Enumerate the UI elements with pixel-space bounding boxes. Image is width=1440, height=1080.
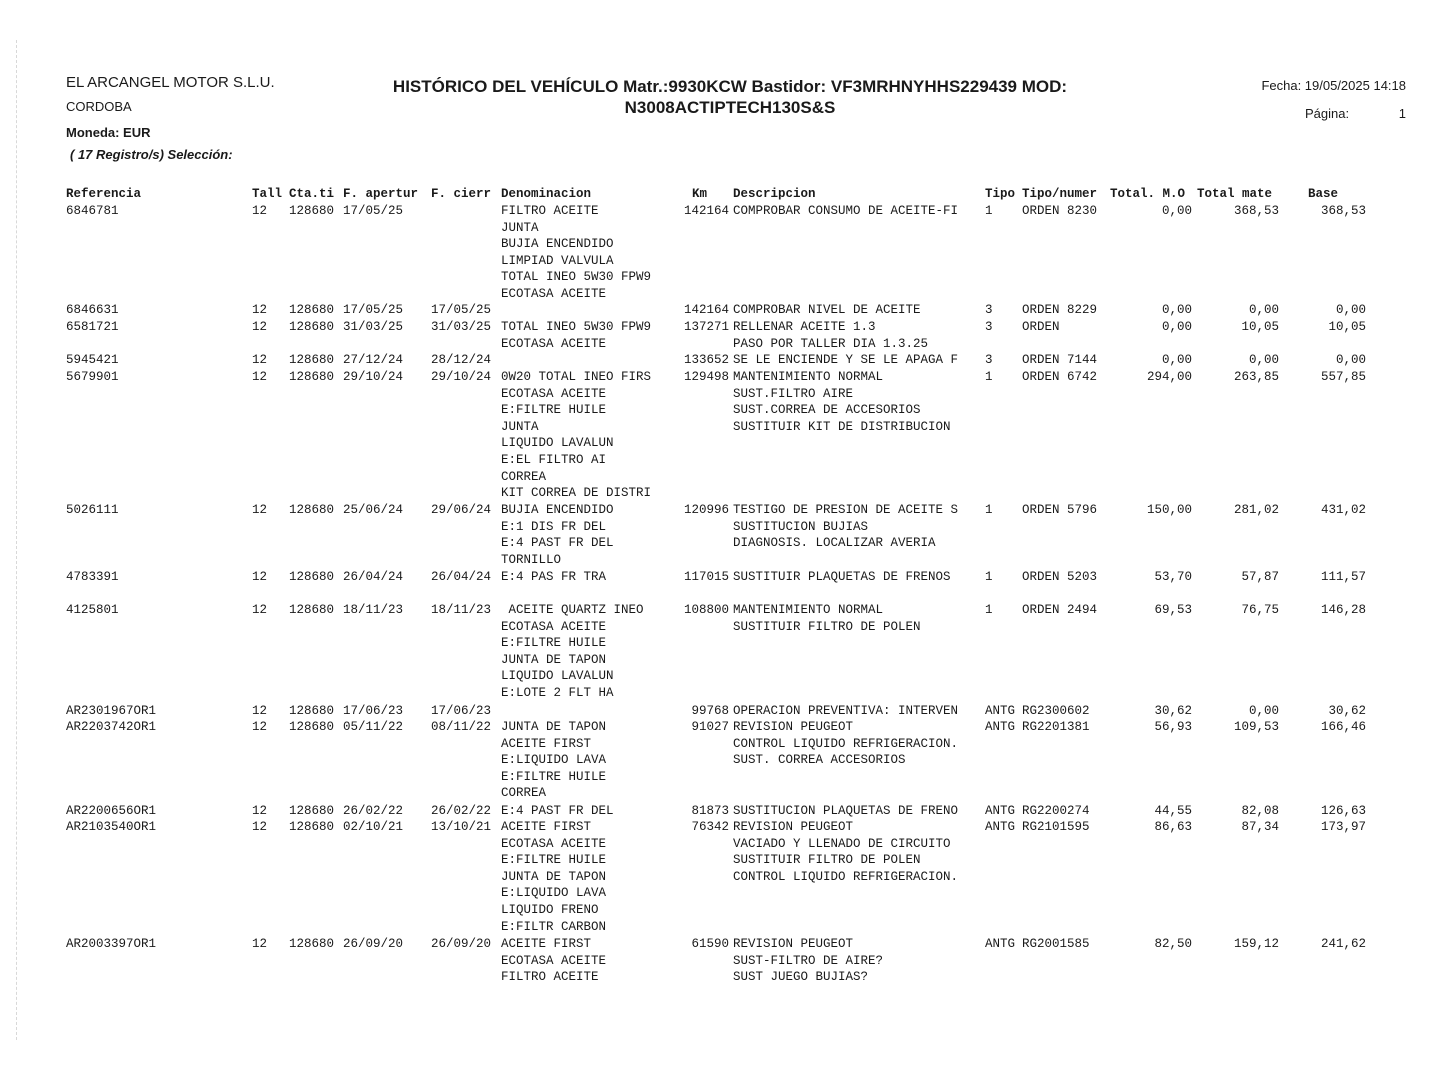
cell-denominacion-line: TOTAL INEO 5W30 FPW9	[501, 270, 652, 285]
cell-base: 0,00	[1335, 303, 1366, 317]
cell-referencia: 5945421	[66, 353, 119, 367]
cell-tipo-numero: RG2001585	[1022, 937, 1090, 951]
cell-total-materiales: 0,00	[1248, 704, 1279, 718]
cell-denominacion-line: ECOTASA ACEITE	[501, 619, 607, 634]
cell-referencia: AR2200656OR1	[66, 804, 157, 818]
cell-descripcion-line: CONTROL LIQUIDO REFRIGERACION.	[733, 736, 959, 751]
cell-denominacion-line: ECOTASA ACEITE	[501, 287, 607, 301]
cell-tipo-numero: ORDEN 8230	[1022, 204, 1098, 218]
cell-total-materiales: 87,34	[1241, 820, 1279, 834]
cell-total-mo: 30,62	[1154, 704, 1192, 718]
cell-base: 10,05	[1328, 320, 1366, 334]
page-number: 1	[1398, 106, 1406, 121]
cell-referencia: 4125801	[66, 603, 119, 617]
cell-total-materiales: 57,87	[1241, 570, 1279, 584]
cell-denominacion-line: KIT CORREA DE DISTRI	[501, 486, 652, 501]
cell-descripcion-line: SE LE ENCIENDE Y SE LE APAGA F	[733, 353, 959, 367]
cell-fecha-cierre: 18/11/23	[431, 603, 492, 617]
cell-total-mo: 0,00	[1161, 353, 1192, 367]
cell-base: 111,57	[1320, 570, 1366, 584]
cell-cuenta: 128680	[289, 704, 335, 718]
cell-total-mo: 86,63	[1154, 820, 1192, 834]
cell-fecha-apertura: 17/06/23	[343, 704, 404, 718]
cell-descripcion-line: OPERACION PREVENTIVA: INTERVEN	[733, 704, 959, 718]
cell-tipo: ANTG	[985, 820, 1016, 834]
cell-total-mo: 0,00	[1161, 303, 1192, 317]
cell-descripcion-line: SUSTITUCION BUJIAS	[733, 519, 869, 534]
cell-total-mo: 53,70	[1154, 570, 1192, 584]
cell-total-mo: 294,00	[1146, 370, 1192, 384]
col-header-total-materiales: Total mate	[1197, 187, 1273, 201]
cell-descripcion-line: COMPROBAR CONSUMO DE ACEITE-FI	[733, 204, 959, 218]
cell-tipo: ANTG	[985, 704, 1016, 718]
cell-taller: 12	[252, 820, 268, 834]
cell-denominacion-line: ECOTASA ACEITE	[501, 336, 607, 351]
cell-base: 0,00	[1335, 353, 1366, 367]
cell-fecha-apertura: 29/10/24	[343, 370, 404, 384]
cell-descripcion-line: SUST.CORREA DE ACCESORIOS	[733, 403, 921, 418]
cell-referencia: AR2003397OR1	[66, 937, 157, 951]
cell-tipo: 1	[985, 603, 993, 617]
cell-tipo-numero: ORDEN 7144	[1022, 353, 1098, 367]
cell-denominacion-line: E:4 PAST FR DEL	[501, 536, 614, 551]
cell-total-materiales: 0,00	[1248, 353, 1279, 367]
cell-denominacion-line: CORREA	[501, 469, 547, 484]
cell-tipo-numero: RG2200274	[1022, 804, 1090, 818]
cell-descripcion-line: REVISION PEUGEOT	[733, 720, 854, 734]
cell-fecha-apertura: 26/02/22	[343, 804, 404, 818]
cell-total-mo: 0,00	[1161, 320, 1192, 334]
cell-descripcion-line: SUST JUEGO BUJIAS?	[733, 970, 869, 985]
cell-descripcion-line: SUST. CORREA ACCESORIOS	[733, 753, 906, 768]
cell-total-mo: 44,55	[1154, 804, 1192, 818]
cell-tipo-numero: ORDEN 6742	[1022, 370, 1098, 384]
cell-total-mo: 0,00	[1161, 204, 1192, 218]
cell-denominacion-line: JUNTA	[501, 419, 539, 434]
cell-descripcion-line: SUST.FILTRO AIRE	[733, 386, 854, 401]
cell-taller: 12	[252, 204, 268, 218]
cell-denominacion-line: TORNILLO	[501, 552, 562, 567]
col-header-base: Base	[1308, 187, 1339, 201]
cell-descripcion-line: CONTROL LIQUIDO REFRIGERACION.	[733, 869, 959, 884]
cell-taller: 12	[252, 570, 268, 584]
cell-denominacion-line: E:FILTR CARBON	[501, 919, 607, 934]
cell-tipo-numero: ORDEN	[1022, 320, 1060, 334]
cell-total-mo: 69,53	[1154, 603, 1192, 617]
cell-descripcion-line: MANTENIMIENTO NORMAL	[733, 370, 884, 384]
col-header-tipo-numero: Tipo/numer	[1022, 187, 1098, 201]
cell-fecha-cierre: 29/10/24	[431, 370, 492, 384]
cell-fecha-apertura: 25/06/24	[343, 503, 404, 517]
cell-tipo: 1	[985, 204, 993, 218]
cell-denominacion-line: LIQUIDO LAVALUN	[501, 669, 614, 684]
cell-denominacion-line: ACEITE FIRST	[501, 937, 592, 951]
cell-descripcion-line: PASO POR TALLER DIA 1.3.25	[733, 336, 929, 351]
cell-fecha-cierre: 26/09/20	[431, 937, 492, 951]
cell-cuenta: 128680	[289, 937, 335, 951]
cell-taller: 12	[252, 503, 268, 517]
records-selection: ( 17 Registro/s) Selección:	[70, 147, 233, 162]
cell-taller: 12	[252, 804, 268, 818]
cell-denominacion-line: E:FILTRE HUILE	[501, 636, 607, 651]
cell-referencia: 5679901	[66, 370, 119, 384]
cell-cuenta: 128680	[289, 570, 335, 584]
cell-tipo-numero: RG2300602	[1022, 704, 1090, 718]
cell-fecha-cierre: 26/02/22	[431, 804, 492, 818]
cell-denominacion-line: LIMPIAD VALVULA	[501, 253, 614, 268]
cell-base: 126,63	[1320, 804, 1366, 818]
cell-km: 117015	[683, 570, 729, 584]
cell-km: 99768	[691, 704, 729, 718]
cell-denominacion-line: ACEITE FIRST	[501, 820, 592, 834]
cell-denominacion-line: E:FILTRE HUILE	[501, 403, 607, 418]
col-header-referencia: Referencia	[66, 187, 142, 201]
cell-fecha-cierre: 28/12/24	[431, 353, 492, 367]
cell-denominacion-line: LIQUIDO FRENO	[501, 903, 599, 917]
cell-cuenta: 128680	[289, 353, 335, 367]
cell-tipo: 1	[985, 370, 993, 384]
cell-taller: 12	[252, 937, 268, 951]
cell-denominacion-line: JUNTA	[501, 220, 539, 235]
cell-descripcion-line: SUSTITUIR KIT DE DISTRIBUCION	[733, 419, 951, 434]
cell-referencia: 6581721	[66, 320, 119, 334]
cell-km: 61590	[691, 937, 729, 951]
cell-denominacion-line: TOTAL INEO 5W30 FPW9	[501, 320, 652, 334]
cell-descripcion-line: COMPROBAR NIVEL DE ACEITE	[733, 303, 921, 317]
cell-cuenta: 128680	[289, 503, 335, 517]
page-label: Página:	[1305, 106, 1350, 121]
cell-denominacion-line: JUNTA DE TAPON	[501, 720, 607, 734]
col-header-cuenta: Cta.ti	[289, 187, 335, 201]
cell-tipo: ANTG	[985, 804, 1016, 818]
cell-denominacion-line: ECOTASA ACEITE	[501, 386, 607, 401]
cell-fecha-cierre: 31/03/25	[431, 320, 492, 334]
col-header-total-mo: Total. M.O	[1110, 187, 1186, 201]
col-header-cierre: F. cierr	[431, 187, 492, 201]
cell-taller: 12	[252, 603, 268, 617]
cell-descripcion-line: TESTIGO DE PRESION DE ACEITE S	[733, 503, 959, 517]
cell-tipo: 1	[985, 570, 993, 584]
cell-denominacion-line: BUJIA ENCENDIDO	[501, 503, 614, 517]
cell-base: 173,97	[1320, 820, 1366, 834]
cell-denominacion-line: ACEITE QUARTZ INEO	[501, 603, 644, 617]
company-city: CORDOBA	[66, 99, 132, 114]
title-line-1: HISTÓRICO DEL VEHÍCULO Matr.:9930KCW Bastidor: VF3MRHNYHHS229439 MOD:	[392, 77, 1068, 96]
cell-fecha-cierre: 08/11/22	[431, 720, 492, 734]
cell-fecha-cierre: 17/06/23	[431, 704, 492, 718]
cell-tipo-numero: ORDEN 5203	[1022, 570, 1098, 584]
cell-tipo: 3	[985, 320, 993, 334]
cell-descripcion-line: VACIADO Y LLENADO DE CIRCUITO	[733, 836, 951, 851]
cell-taller: 12	[252, 320, 268, 334]
cell-descripcion-line: DIAGNOSIS. LOCALIZAR AVERIA	[733, 536, 936, 551]
cell-tipo: ANTG	[985, 937, 1016, 951]
cell-taller: 12	[252, 370, 268, 384]
cell-total-materiales: 368,53	[1233, 204, 1279, 218]
cell-denominacion-line: E:FILTRE HUILE	[501, 769, 607, 784]
cell-cuenta: 128680	[289, 320, 335, 334]
cell-referencia: 6846781	[66, 204, 119, 218]
cell-cuenta: 128680	[289, 204, 335, 218]
cell-base: 241,62	[1320, 937, 1366, 951]
cell-fecha-apertura: 05/11/22	[343, 720, 404, 734]
cell-fecha-apertura: 26/09/20	[343, 937, 404, 951]
cell-taller: 12	[252, 303, 268, 317]
cell-descripcion-line: MANTENIMIENTO NORMAL	[733, 603, 884, 617]
cell-km: 108800	[683, 603, 729, 617]
cell-taller: 12	[252, 353, 268, 367]
title-line-2: N3008ACTIPTECH130S&S	[624, 98, 836, 117]
col-header-tipo: Tipo	[985, 187, 1016, 201]
cell-fecha-apertura: 31/03/25	[343, 320, 404, 334]
cell-taller: 12	[252, 704, 268, 718]
cell-km: 81873	[691, 804, 729, 818]
currency-label: Moneda: EUR	[66, 125, 151, 140]
cell-total-materiales: 82,08	[1241, 804, 1279, 818]
cell-fecha-cierre: 29/06/24	[431, 503, 492, 517]
cell-descripcion-line: SUSTITUIR FILTRO DE POLEN	[733, 853, 921, 868]
cell-tipo-numero: ORDEN 2494	[1022, 603, 1098, 617]
col-header-descripcion: Descripcion	[733, 187, 816, 201]
cell-km: 76342	[691, 820, 729, 834]
cell-fecha-cierre: 17/05/25	[431, 303, 492, 317]
cell-total-materiales: 109,53	[1233, 720, 1279, 734]
cell-descripcion-line: RELLENAR ACEITE 1.3	[733, 320, 876, 334]
cell-fecha-cierre: 13/10/21	[431, 820, 492, 834]
cell-total-materiales: 159,12	[1233, 937, 1279, 951]
cell-fecha-cierre: 26/04/24	[431, 570, 492, 584]
cell-denominacion-line: ECOTASA ACEITE	[501, 953, 607, 968]
cell-base: 557,85	[1320, 370, 1366, 384]
cell-base: 30,62	[1328, 704, 1366, 718]
cell-denominacion-line: 0W20 TOTAL INEO FIRS	[501, 370, 652, 384]
cell-fecha-apertura: 02/10/21	[343, 820, 404, 834]
cell-km: 129498	[683, 370, 729, 384]
cell-denominacion-line: LIQUIDO LAVALUN	[501, 436, 614, 451]
col-header-apertura: F. apertur	[343, 187, 419, 201]
cell-cuenta: 128680	[289, 804, 335, 818]
cell-denominacion-line: E:LIQUIDO LAVA	[501, 886, 607, 901]
cell-descripcion-line: SUSTITUCION PLAQUETAS DE FRENO	[733, 804, 959, 818]
cell-base: 368,53	[1320, 204, 1366, 218]
cell-denominacion-line: FILTRO ACEITE	[501, 970, 599, 985]
cell-denominacion-line: E:FILTRE HUILE	[501, 853, 607, 868]
cell-fecha-apertura: 17/05/25	[343, 204, 404, 218]
cell-tipo: 3	[985, 353, 993, 367]
cell-denominacion-line: CORREA	[501, 786, 547, 801]
cell-fecha-apertura: 27/12/24	[343, 353, 404, 367]
cell-km: 91027	[691, 720, 729, 734]
cell-descripcion-line: REVISION PEUGEOT	[733, 820, 854, 834]
cell-km: 142164	[683, 204, 729, 218]
cell-tipo-numero: RG2201381	[1022, 720, 1090, 734]
cell-tipo: 1	[985, 503, 993, 517]
cell-km: 120996	[683, 503, 729, 517]
cell-denominacion-line: E:4 PAST FR DEL	[501, 804, 614, 818]
cell-total-materiales: 263,85	[1233, 370, 1279, 384]
company-name: EL ARCANGEL MOTOR S.L.U.	[66, 74, 275, 91]
cell-total-mo: 56,93	[1154, 720, 1192, 734]
cell-denominacion-line: FILTRO ACEITE	[501, 204, 599, 218]
cell-km: 137271	[683, 320, 729, 334]
cell-denominacion-line: E:4 PAS FR TRA	[501, 570, 607, 584]
cell-tipo-numero: ORDEN 5796	[1022, 503, 1098, 517]
cell-total-mo: 150,00	[1146, 503, 1192, 517]
cell-referencia: AR2203742OR1	[66, 720, 157, 734]
cell-denominacion-line: E:1 DIS FR DEL	[501, 519, 607, 534]
col-header-taller: Tall	[252, 187, 283, 201]
cell-denominacion-line: E:LIQUIDO LAVA	[501, 753, 607, 768]
cell-total-materiales: 281,02	[1233, 503, 1279, 517]
cell-cuenta: 128680	[289, 603, 335, 617]
cell-cuenta: 128680	[289, 720, 335, 734]
cell-base: 431,02	[1320, 503, 1366, 517]
cell-referencia: AR2103540OR1	[66, 820, 157, 834]
cell-descripcion-line: REVISION PEUGEOT	[733, 937, 854, 951]
cell-denominacion-line: JUNTA DE TAPON	[501, 869, 607, 884]
cell-descripcion-line: SUST-FILTRO DE AIRE?	[733, 953, 884, 968]
cell-denominacion-line: E:EL FILTRO AI	[501, 453, 607, 467]
cell-fecha-apertura: 17/05/25	[343, 303, 404, 317]
cell-taller: 12	[252, 720, 268, 734]
cell-fecha-apertura: 26/04/24	[343, 570, 404, 584]
page-title	[360, 76, 1100, 118]
cell-cuenta: 128680	[289, 303, 335, 317]
cell-denominacion-line: E:LOTE 2 FLT HA	[501, 686, 614, 700]
col-header-km: Km	[692, 187, 708, 201]
cell-total-mo: 82,50	[1154, 937, 1192, 951]
cell-tipo-numero: ORDEN 8229	[1022, 303, 1098, 317]
cell-total-materiales: 10,05	[1241, 320, 1279, 334]
binding-margin	[16, 40, 17, 1040]
cell-total-materiales: 76,75	[1241, 603, 1279, 617]
cell-denominacion-line: JUNTA DE TAPON	[501, 652, 607, 667]
cell-fecha-apertura: 18/11/23	[343, 603, 404, 617]
cell-denominacion-line: ACEITE FIRST	[501, 736, 592, 751]
cell-base: 146,28	[1320, 603, 1366, 617]
cell-cuenta: 128680	[289, 820, 335, 834]
cell-descripcion-line: SUSTITUIR FILTRO DE POLEN	[733, 619, 921, 634]
cell-tipo: ANTG	[985, 720, 1016, 734]
cell-referencia: 4783391	[66, 570, 119, 584]
cell-denominacion-line: BUJIA ENCENDIDO	[501, 237, 614, 252]
cell-tipo: 3	[985, 303, 993, 317]
cell-km: 133652	[683, 353, 729, 367]
cell-denominacion-line: ECOTASA ACEITE	[501, 836, 607, 851]
cell-descripcion-line: SUSTITUIR PLAQUETAS DE FRENOS	[733, 570, 951, 584]
cell-referencia: 6846631	[66, 303, 119, 317]
cell-total-materiales: 0,00	[1248, 303, 1279, 317]
cell-tipo-numero: RG2101595	[1022, 820, 1090, 834]
print-date: Fecha: 19/05/2025 14:18	[1261, 78, 1406, 93]
cell-referencia: 5026111	[66, 503, 119, 517]
cell-referencia: AR2301967OR1	[66, 704, 157, 718]
col-header-denominacion: Denominacion	[501, 187, 592, 201]
cell-base: 166,46	[1320, 720, 1366, 734]
cell-km: 142164	[683, 303, 729, 317]
cell-cuenta: 128680	[289, 370, 335, 384]
